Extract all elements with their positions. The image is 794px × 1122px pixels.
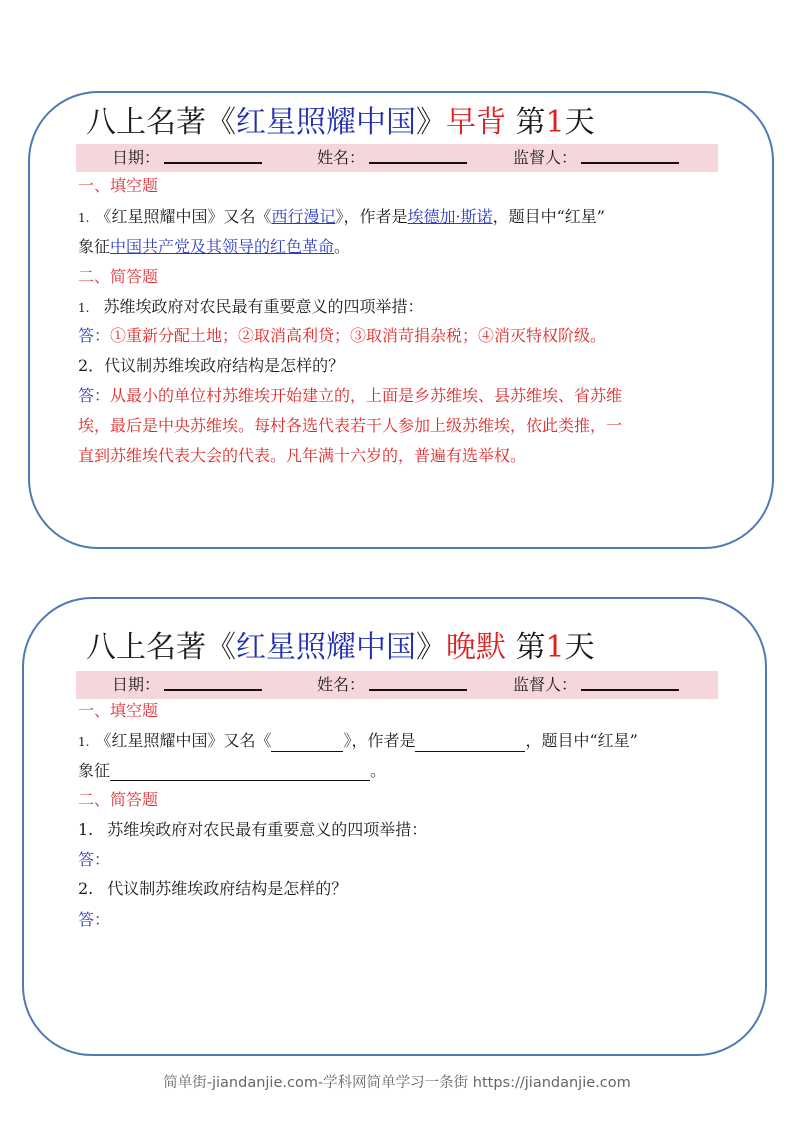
q-text: 象征 [78, 237, 111, 256]
fill-question-1-line1 [78, 207, 605, 228]
name-field [317, 671, 467, 699]
fill-question-1-line1 [78, 731, 638, 752]
question-text: 苏维埃政府对农民最有重要意义的四项举措： [107, 820, 428, 839]
title-suffix: 》 [416, 105, 446, 140]
evening-info-bar [76, 671, 718, 699]
fill-question-1-line2 [78, 761, 386, 781]
mode-label: 晚默 [446, 630, 506, 665]
book-title: 红星照耀中国 [236, 105, 416, 140]
morning-title [86, 97, 595, 141]
answer-label-1: 答： [78, 850, 111, 869]
question-text: 苏维埃政府对农民最有重要意义的四项举措： [103, 297, 424, 316]
answer-alias: 西行漫记 [271, 207, 336, 226]
short-question-1 [78, 297, 423, 318]
footer-watermark: 简单街-jiandanjie.com-学科网简单学习一条街 https://jiandanjie.com [163, 1075, 631, 1091]
short-answer-2-line1 [78, 386, 622, 406]
fill-question-1-line2 [78, 237, 350, 257]
q-text: 《红星照耀中国》又名《 [95, 731, 272, 750]
answer-author: 埃德加·斯诺 [407, 207, 493, 226]
book-title: 红星照耀中国 [236, 630, 416, 665]
name-input[interactable] [369, 671, 467, 691]
question-number: 1. [78, 735, 90, 749]
short-answer-2-line3: 直到苏维埃代表大会的代表。凡年满十六岁的，普遍有选举权。 [78, 446, 527, 465]
supervisor-field [513, 671, 679, 699]
day-number: 1 [545, 105, 565, 140]
section-fill-blank: 一、填空题 [78, 701, 159, 720]
short-answer-2-line2: 埃，最后是中央苏维埃。每村各选代表若干人参加上级苏维埃，依此类推，一 [78, 416, 623, 435]
q-text: 象征 [78, 761, 111, 780]
date-field [112, 671, 262, 699]
name-field [317, 144, 467, 172]
section-fill-blank: 一、填空题 [78, 176, 159, 195]
supervisor-input[interactable] [581, 144, 679, 164]
day-prefix: 第 [506, 105, 546, 140]
short-answer-1 [78, 326, 606, 346]
alias-blank[interactable] [271, 735, 343, 752]
date-field [112, 144, 262, 172]
question-text: 代议制苏维埃政府结构是怎样的？ [107, 879, 348, 898]
day-suffix: 天 [564, 105, 595, 140]
day-suffix: 天 [564, 630, 595, 665]
symbol-blank[interactable] [110, 764, 370, 781]
q-text: 》，作者是 [343, 731, 416, 750]
q-text: 。 [334, 237, 351, 256]
question-number: 1. [78, 211, 90, 225]
title-prefix: 八上名著《 [86, 630, 236, 665]
q-text: ，题目中“红星” [492, 207, 605, 226]
question-number: 1. [78, 820, 94, 839]
answer-label: 答： [78, 386, 111, 405]
supervisor-label: 监督人： [513, 675, 578, 694]
short-question-2 [78, 879, 347, 899]
day-number: 1 [545, 630, 565, 665]
name-label: 姓名： [317, 148, 366, 167]
q-text: 》，作者是 [335, 207, 408, 226]
date-label: 日期： [112, 675, 161, 694]
supervisor-field [513, 144, 679, 172]
q-text: ，题目中“红星” [525, 731, 638, 750]
answer-text: ①重新分配土地；②取消高利贷；③取消苛捐杂税；④消灭特权阶级。 [110, 326, 607, 345]
name-label: 姓名： [317, 675, 366, 694]
date-label: 日期： [112, 148, 161, 167]
section-short-answer: 二、简答题 [78, 267, 159, 286]
mode-label: 早背 [446, 105, 506, 140]
short-question-1 [78, 820, 427, 840]
date-input[interactable] [164, 144, 262, 164]
author-blank[interactable] [415, 735, 525, 752]
short-question-2: 2．代议制苏维埃政府结构是怎样的？ [78, 356, 345, 375]
title-prefix: 八上名著《 [86, 105, 236, 140]
question-number: 1. [78, 301, 90, 315]
question-number: 2. [78, 879, 94, 898]
title-suffix: 》 [416, 630, 446, 665]
answer-label-2: 答： [78, 910, 111, 929]
supervisor-input[interactable] [581, 671, 679, 691]
date-input[interactable] [164, 671, 262, 691]
morning-info-bar [76, 144, 718, 172]
supervisor-label: 监督人： [513, 148, 578, 167]
q-text: 。 [370, 761, 387, 780]
answer-symbol: 中国共产党及其领导的红色革命 [110, 237, 335, 256]
answer-text: 从最小的单位村苏维埃开始建立的，上面是乡苏维埃、县苏维埃、省苏维 [110, 386, 623, 405]
name-input[interactable] [369, 144, 467, 164]
evening-title [86, 622, 595, 666]
answer-label: 答： [78, 326, 111, 345]
q-text: 《红星照耀中国》又名《 [95, 207, 272, 226]
section-short-answer: 二、简答题 [78, 790, 159, 809]
day-prefix: 第 [506, 630, 546, 665]
